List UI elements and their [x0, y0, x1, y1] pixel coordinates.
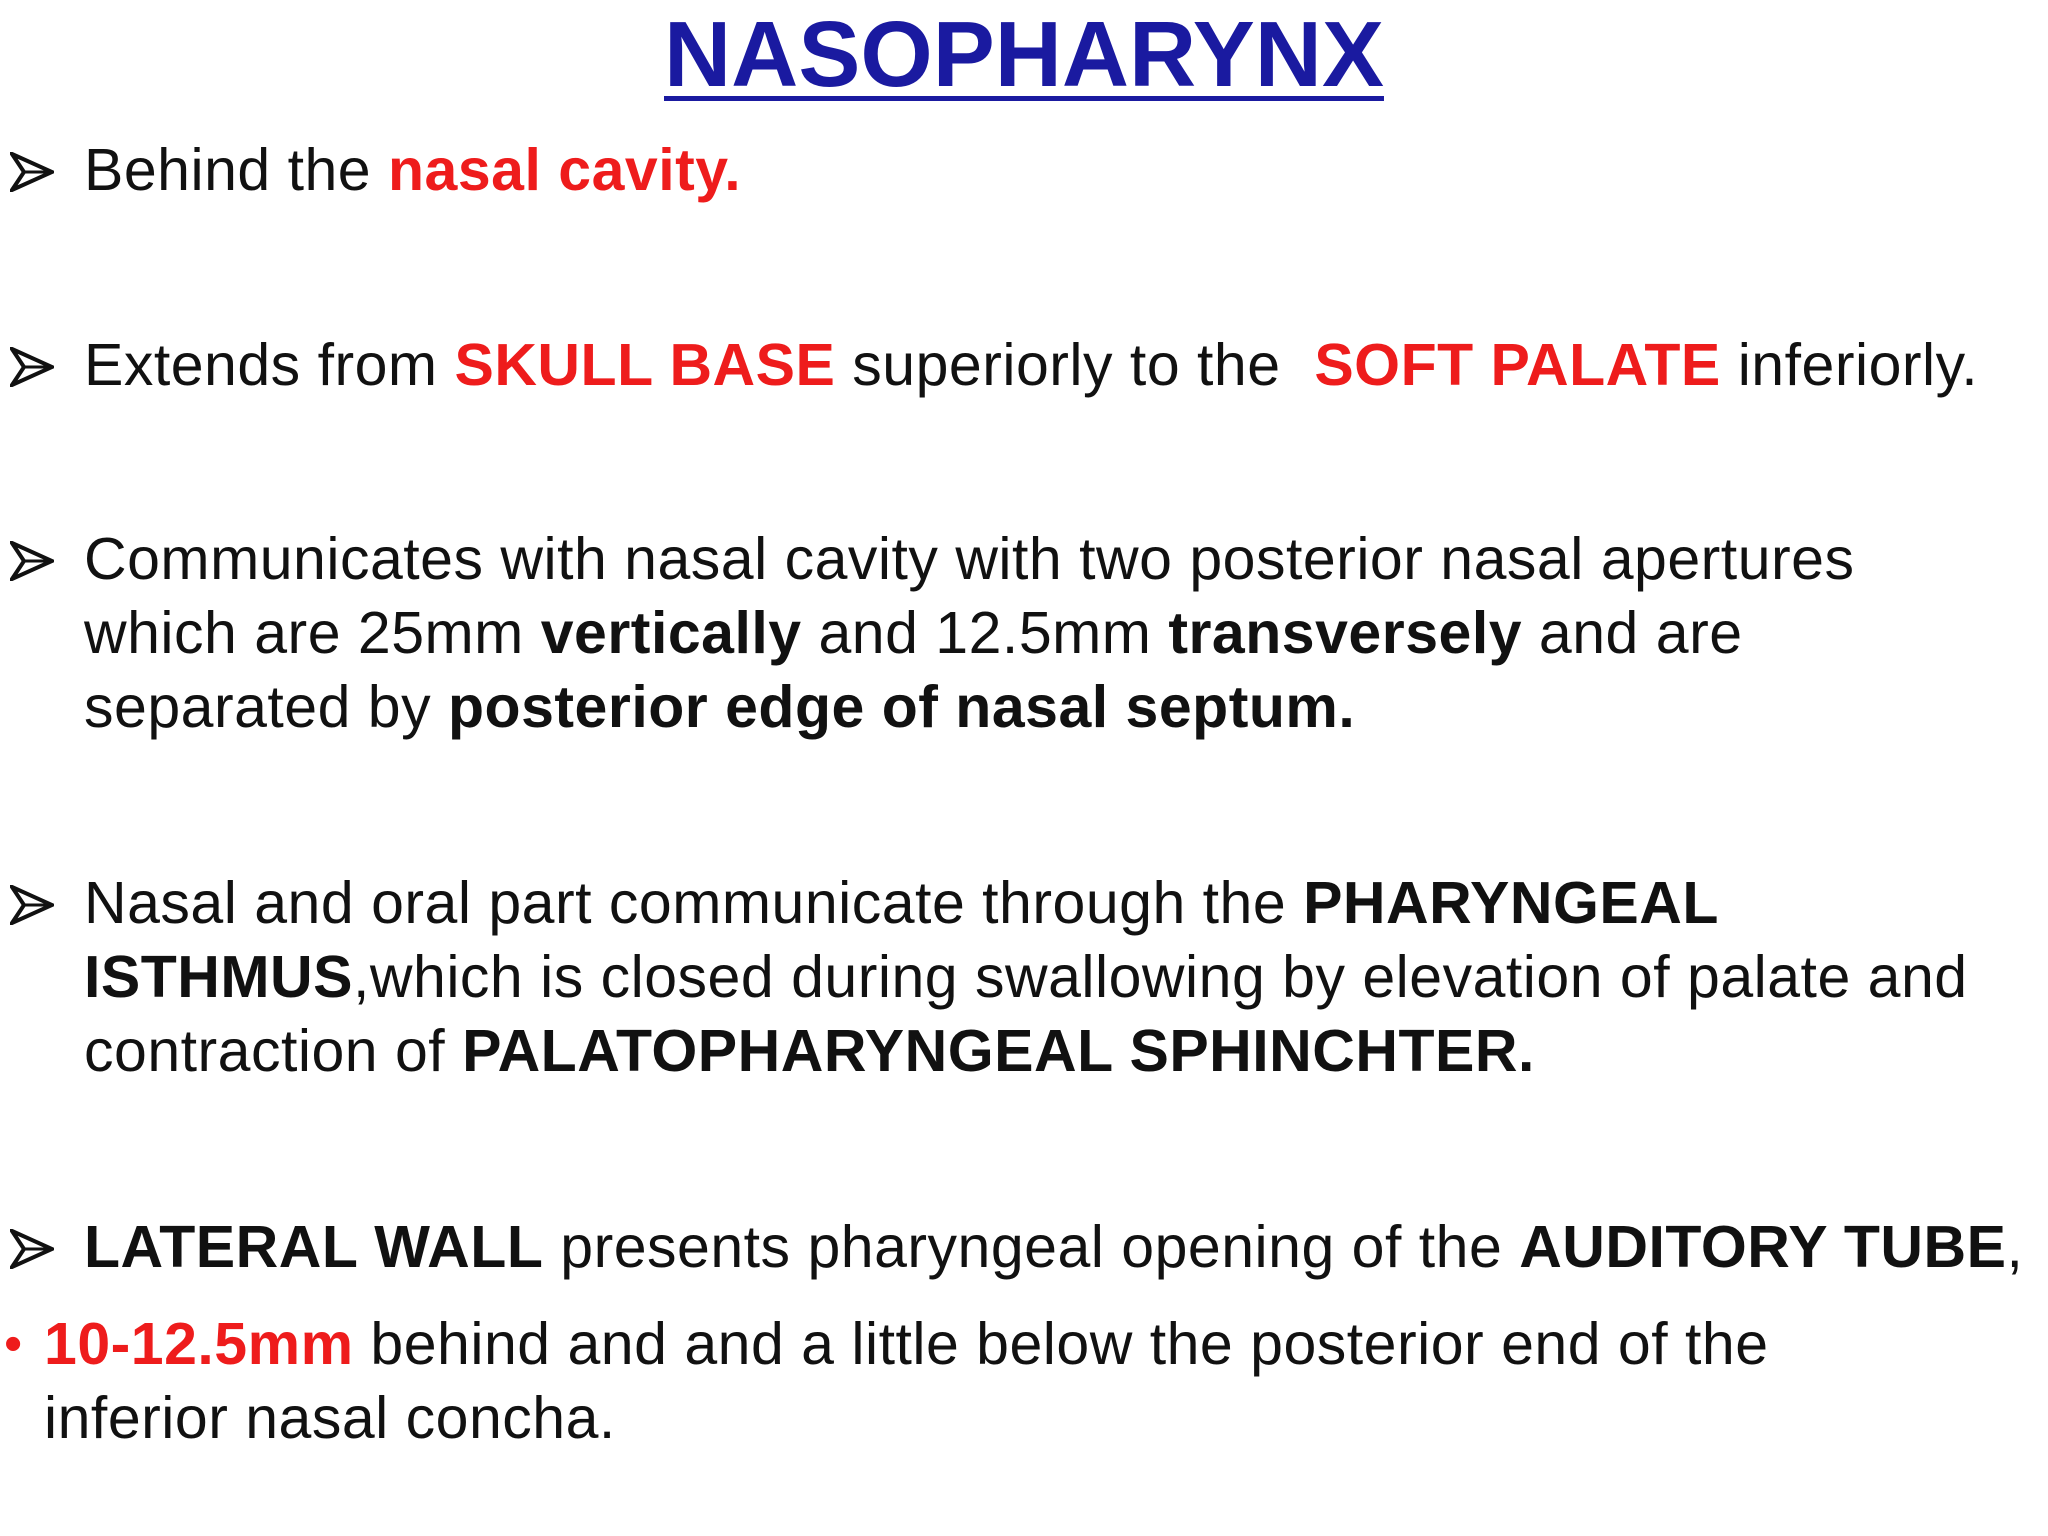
highlight-term: SKULL BASE	[454, 332, 836, 398]
bullet-item	[0, 866, 2040, 1088]
bullet-item	[0, 522, 2040, 744]
text-segment: ,which is closed during swallowing by elevation of palate and contraction of	[84, 944, 1968, 1084]
text-segment: Extends from	[84, 332, 455, 398]
bold-term: transversely	[1168, 600, 1523, 666]
slide-title: NASOPHARYNX	[664, 2, 1384, 106]
arrow-bullet-icon	[10, 1210, 72, 1284]
sub-bullet-item	[0, 1307, 2040, 1455]
bold-term: PALATOPHARYNGEAL SPHINCHTER.	[462, 1018, 1535, 1084]
bold-term: vertically	[540, 600, 802, 666]
bullet-item	[0, 133, 2040, 207]
arrow-bullet-icon	[10, 133, 72, 207]
text-segment: presents pharyngeal opening of the	[543, 1214, 1520, 1280]
text-segment: superiorly to the	[835, 332, 1315, 398]
bullet-text	[84, 133, 2044, 207]
highlight-term: 10-12.5mm	[44, 1311, 354, 1377]
bullet-text	[84, 328, 2044, 402]
arrow-bullet-icon	[10, 328, 72, 402]
bullet-text	[84, 866, 2044, 1088]
bullet-text	[84, 1210, 2044, 1284]
bold-term: LATERAL WALL	[84, 1214, 544, 1280]
bullet-item	[0, 1210, 2040, 1284]
sub-bullet-text	[44, 1307, 1944, 1455]
bold-term: PHARYNGEAL ISTHMUS	[84, 870, 1718, 1010]
text-segment: and are separated by	[84, 600, 1743, 740]
arrow-bullet-icon	[10, 866, 72, 940]
dot-bullet-icon: •	[4, 1315, 23, 1373]
bold-term: posterior edge of nasal septum.	[448, 674, 1356, 740]
text-segment: Communicates with nasal cavity with two posterior nasal apertures which are 25mm	[84, 526, 1855, 666]
highlight-term: SOFT PALATE	[1314, 332, 1721, 398]
bold-term: AUDITORY TUBE	[1519, 1214, 2007, 1280]
text-segment: and 12.5mm	[801, 600, 1169, 666]
text-segment: inferiorly.	[1720, 332, 1979, 398]
text-segment: Nasal and oral part communicate through the	[84, 870, 1304, 936]
bullet-text	[84, 522, 1984, 744]
bullet-item	[0, 328, 2040, 402]
text-segment: ,	[2006, 1214, 2024, 1280]
text-segment: Behind the	[84, 137, 389, 203]
arrow-bullet-icon	[10, 522, 72, 596]
highlight-term: nasal cavity.	[388, 137, 742, 203]
text-segment: behind and and a little below the posterior end of the inferior nasal concha.	[44, 1311, 1769, 1451]
